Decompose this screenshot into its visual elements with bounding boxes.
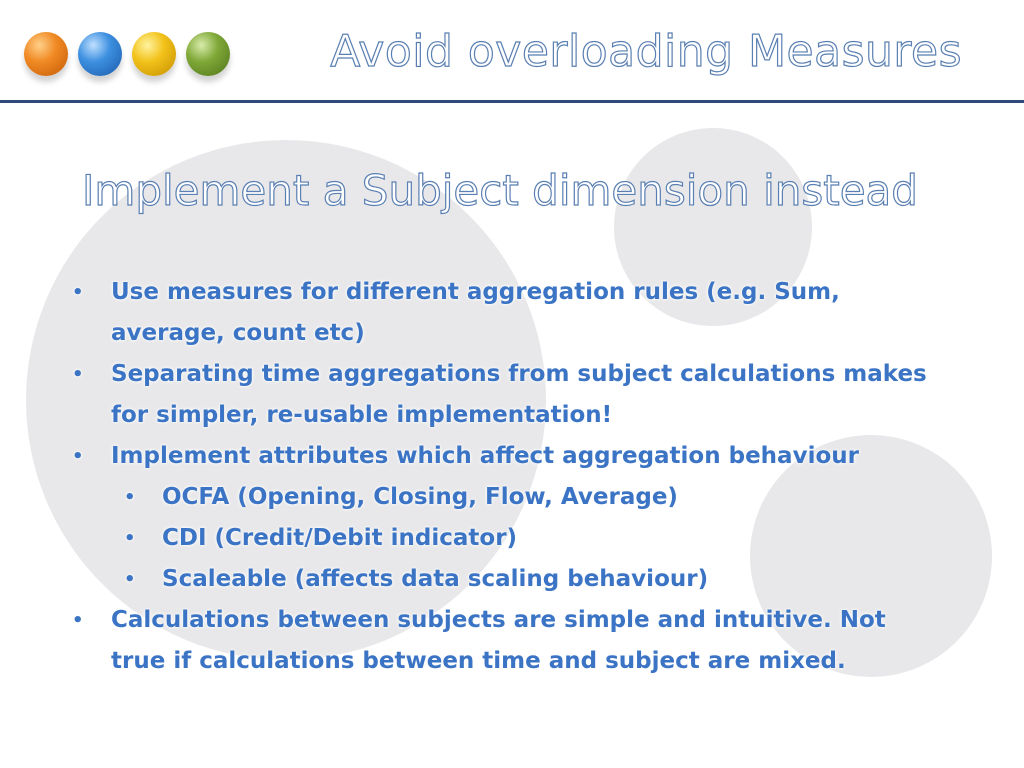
orange-dot-icon: [24, 32, 68, 76]
slide-subtitle: Implement a Subject dimension instead: [82, 166, 918, 215]
bullet-text: CDI (Credit/Debit indicator): [162, 525, 518, 551]
bullet-item: [68, 436, 928, 477]
bullet-marker: •: [124, 528, 136, 549]
bullet-text: Use measures for different aggregation rules (e.g. Sum, average, count etc): [111, 279, 840, 346]
title-divider: [0, 100, 1024, 103]
bullet-text: Scaleable (affects data scaling behaviour): [162, 566, 709, 592]
bullet-list: [68, 272, 928, 682]
bullet-marker: •: [124, 569, 136, 590]
bullet-text: OCFA (Opening, Closing, Flow, Average): [162, 484, 678, 510]
bullet-marker: •: [124, 487, 136, 508]
bullet-marker: •: [72, 364, 84, 385]
bullet-item: [68, 354, 928, 436]
slide-title: Avoid overloading Measures: [330, 26, 962, 77]
bullet-text: Implement attributes which affect aggregation behaviour: [111, 443, 859, 469]
bullet-item: [68, 600, 928, 682]
bullet-text: Calculations between subjects are simple and intuitive. Not true if calculations between time and subject are mixed.: [111, 607, 886, 674]
bullet-marker: •: [72, 446, 84, 467]
bullet-marker: •: [72, 610, 84, 631]
sub-bullet-item: [68, 518, 928, 559]
blue-dot-icon: [78, 32, 122, 76]
decorative-dots: [24, 32, 230, 76]
yellow-dot-icon: [132, 32, 176, 76]
green-dot-icon: [186, 32, 230, 76]
bullet-marker: •: [72, 282, 84, 303]
sub-bullet-item: [68, 477, 928, 518]
sub-bullet-item: [68, 559, 928, 600]
bullet-text: Separating time aggregations from subject calculations makes for simpler, re-usable implementation!: [111, 361, 927, 428]
bullet-item: [68, 272, 928, 354]
